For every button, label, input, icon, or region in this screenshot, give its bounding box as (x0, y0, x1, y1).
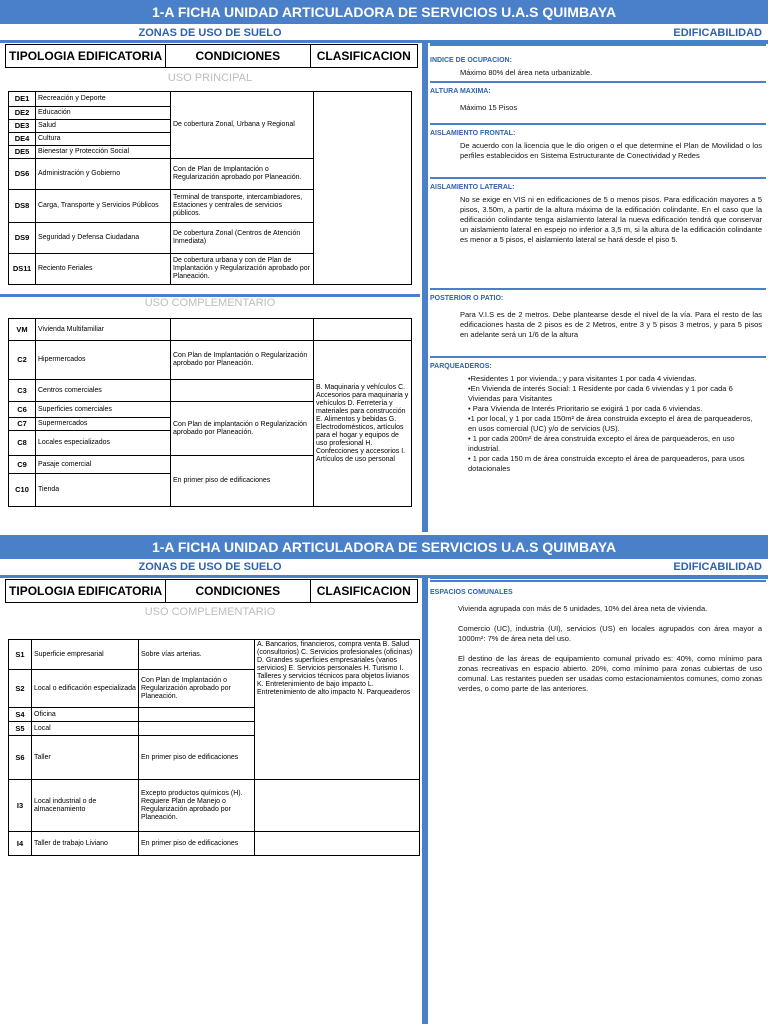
parqueaderos: PARQUEADEROS: •Residentes 1 por vivienda.; y para visitantes 1 por cada 4 viviendas. •En Vivienda de interés Social: 1 Residente por cada 6 viviendas y 1 por cada 6 Viviendas para Visitantes • Para Vivienda de Interés Prioritario se exigirá 1 por cada 6 viviendas. •1 por local, y 1 por cada 150m² de área construida excepto el área de parqueaderos, en usos comercial (UC) y/o de servicios (US). • 1 por cada 200m² de área construida excepto el área de parqueaderos, en uso industrial. • 1 por cada 150 m de área construida excepto el área de parqueaderos, para usos dotacionales (430, 356, 766, 526)
uso-complementario-label-2: USO COMPLEMENTARIO (144, 606, 276, 618)
uso-principal-table: DE1 Recreación y Deporte De cobertura Zonal, Urbana y Regional DE2 Educación DE3 Salud DE4 Cultura DE5 Bienestar y Protección Social DS6 Administración y Gobierno Con de Plan de Implantación o Regularización aprobado por Planeación. DS8 Carga, Transporte y Servicios Públicos Terminal de transporte, intercambiadores, Estaciones y centrales de servicios públicos. DS9 Seguridad y Defensa Ciudadana De cobertura Zonal (Centros de Atención Inmediata) DS11 Reciento Feriales De cobertura urbana y con de Plan de Implantación y Regularización aprobado por Planeación. (8, 91, 412, 285)
edificabilidad-panel (430, 44, 766, 526)
divider (422, 575, 428, 1024)
divider (430, 575, 768, 579)
espacios-comunales: ESPACIOS COMUNALES Vivienda agrupada con más de 5 unidades, 10% del área neta de vivienda. Comercio (UC), industria (UI), servicios (US) en locales agrupados con área mayor a 1000m²: 7% de área neta del uso. El destino de las áreas de equipamiento comunal privado es: 40%, como mínimo para zonas recreativas en espacio abierto. 20%, como mínimo para zonas cubiertas de uso comunal. Las restantes pueden ser usadas como estacionamientos comunes, como zonas verdes, o como parte de las anteriores. (430, 580, 766, 694)
altura-maxima: ALTURA MAXIMA: Máximo 15 Pisos (430, 81, 766, 123)
posterior-patio: POSTERIOR O PATIO: Para V.I.S es de 2 metros. Debe plantearse desde el nivel de la vía. Para el resto de las edificaciones hasta de 2 pisos es de 2 Metros, entre 3 y 5 pisos 3 metros, y para 5 pisos en adelante será un 1/6 de la altura (430, 288, 766, 356)
edificabilidad-heading-2: EDIFICABILIDAD (673, 561, 762, 573)
uso-complementario-label: USO COMPLEMENTARIO (144, 297, 276, 309)
uso-complementario-table: VM Vivienda Multifamiliar C2 Hipermercados Con Plan de Implantación o Regularización aprobado por Planeación. B. Maquinaria y vehículos C. Accesorios para maquinaria y vehículos D. Ferretería y materiales para construcción E. Alimentos y bebidas G. Electrodomésticos, artículos para el hogar y equipos de uso profesional H. Confecciones y accesorios I. Artículos de uso personal C3 Centros comerciales C6 Superficies comerciales Con Plan de implantación o Regularización aprobado por Planeación. C7 Supermercados C8 Locales especializados C9 Pasaje comercial En primer piso de edificaciones C10 Tienda (8, 318, 412, 507)
table-header-2: TIPOLOGIA EDIFICATORIA CONDICIONES CLASIFICACION (5, 579, 418, 603)
aislamiento-lateral: AISLAMIENTO LATERAL: No se exige en VIS ni en edificaciones de 5 o menos pisos. Para edificación mayores a 5 pisos, 3.50m, a partir de la altura máxima de la edificación colindante. En el caso que la edificación colindante tenga aislamiento lateral la nueva edificación tendrá que conservar un aislamiento lateral en espejo no inferior a 3,5 m, si la altura de la edificación colindante es menor a 5 pisos, el aislamiento lateral se hará desde el piso 5. (430, 177, 766, 288)
page-title-2: 1-A FICHA UNIDAD ARTICULADORA DE SERVICIOS U.A.S QUIMBAYA (0, 535, 768, 559)
zonas-heading: ZONAS DE USO DE SUELO (138, 27, 282, 39)
edificabilidad-heading: EDIFICABILIDAD (673, 27, 762, 39)
zonas-heading-2: ZONAS DE USO DE SUELO (138, 561, 282, 573)
uso-principal-label: USO PRINCIPAL (167, 72, 253, 84)
divider (0, 40, 430, 43)
divider (0, 575, 430, 578)
page-title: 1-A FICHA UNIDAD ARTICULADORA DE SERVICIOS U.A.S QUIMBAYA (0, 0, 768, 24)
indice-ocupacion: INDICE DE OCUPACION: Máximo 80% del área neta urbanizable. (430, 44, 766, 81)
uso-complementario-table-2: S1 Superficie empresarial Sobre vías arterias. A. Bancarios, financieros, compra venta B. Salud (consultorios) C. Servicios profesionales (oficinas) D. Grandes superficies empresariales (varios servicios) E. Servicios personales H. Turismo I. Talleres y servicios técnicos para objetos livianos K. Entretenimiento de bajo impacto L. Entretenimiento de alto impacto N. Parqueaderos S2 Local o edificación especializada Con Plan de Implantación o Regularización aprobado por Planeación. S4 Oficina S5 Local S6 Taller En primer piso de edificaciones I3 Local industrial o de almacenamiento Excepto productos químicos (H). Requiere Plan de Manejo o Regularización aprobado por Planeación. I4 Taller de trabajo Liviano En primer piso de edificaciones (8, 639, 420, 856)
divider (422, 40, 428, 532)
table-header: TIPOLOGIA EDIFICATORIA CONDICIONES CLASIFICACION (5, 44, 418, 68)
aislamiento-frontal: AISLAMIENTO FRONTAL: De acuerdo con la licencia que le dio origen o el que determine el Plan de Movilidad o los perfiles establecidos en Sistema Estructurante de Conectividad y Redes (430, 123, 766, 177)
